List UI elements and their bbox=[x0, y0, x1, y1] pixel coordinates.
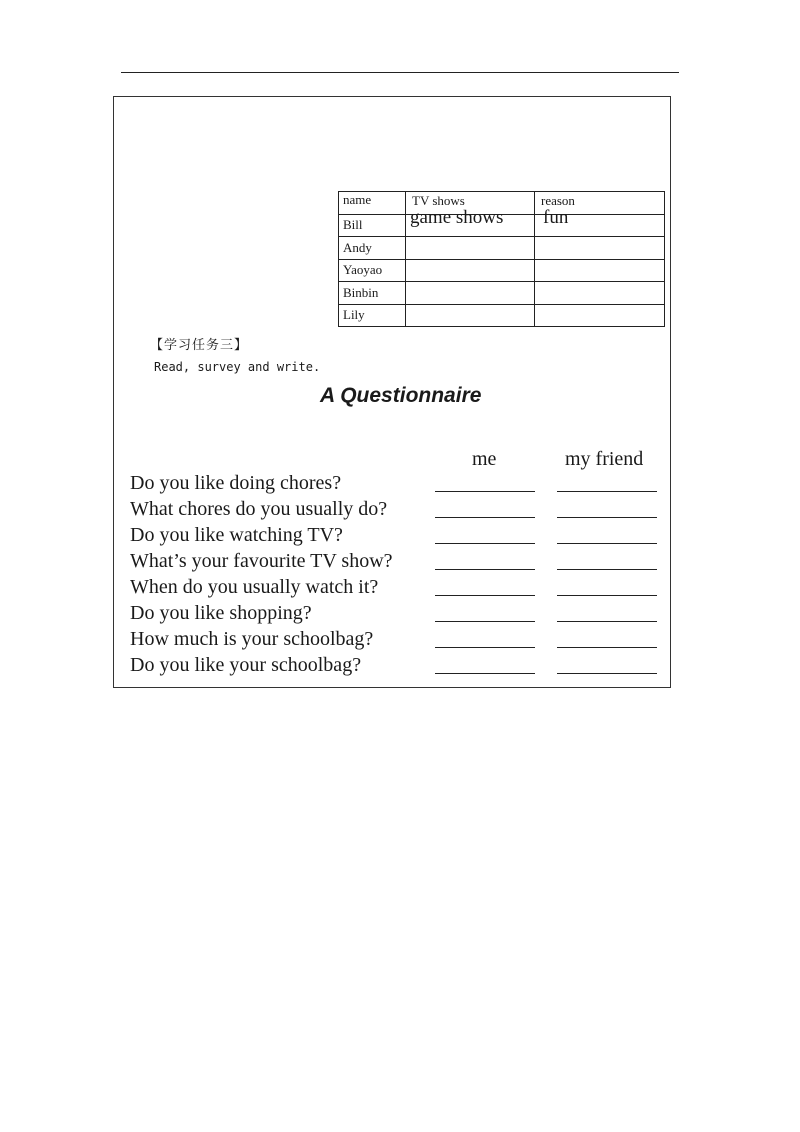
question-row bbox=[130, 628, 670, 654]
column-header-my-friend: my friend bbox=[565, 448, 644, 470]
handwritten-tv-show: game shows bbox=[410, 206, 504, 228]
table-row bbox=[339, 237, 665, 260]
survey-table bbox=[338, 191, 665, 327]
answer-blank-friend[interactable] bbox=[557, 595, 657, 596]
answer-blank-me[interactable] bbox=[435, 621, 535, 622]
answer-blank-friend[interactable] bbox=[557, 647, 657, 648]
question-text: Do you like your schoolbag? bbox=[130, 654, 362, 676]
question-row bbox=[130, 550, 670, 576]
question-text: Do you like watching TV? bbox=[130, 524, 343, 546]
header-cell-tv-shows: TV shows bbox=[406, 192, 535, 215]
question-row bbox=[130, 654, 670, 680]
column-header-me: me bbox=[472, 448, 497, 470]
task-heading: 【学习任务三】 bbox=[150, 338, 249, 353]
reason-cell[interactable] bbox=[535, 259, 665, 282]
table-row bbox=[339, 259, 665, 282]
tv-show-cell[interactable] bbox=[406, 237, 535, 260]
answer-blank-friend[interactable] bbox=[557, 543, 657, 544]
name-cell: Binbin bbox=[339, 282, 406, 305]
header-cell-name: name bbox=[339, 192, 406, 215]
question-row bbox=[130, 576, 670, 602]
header-rule bbox=[121, 72, 679, 73]
answer-blank-me[interactable] bbox=[435, 491, 535, 492]
answer-blank-me[interactable] bbox=[435, 543, 535, 544]
table-row bbox=[339, 282, 665, 305]
question-row bbox=[130, 498, 670, 524]
answer-blank-me[interactable] bbox=[435, 595, 535, 596]
name-cell: Lily bbox=[339, 304, 406, 327]
question-row bbox=[130, 602, 670, 628]
tv-show-cell[interactable] bbox=[406, 304, 535, 327]
answer-blank-friend[interactable] bbox=[557, 621, 657, 622]
header-cell-reason: reason bbox=[535, 192, 665, 215]
table-row bbox=[339, 304, 665, 327]
question-text: Do you like shopping? bbox=[130, 602, 312, 624]
answer-blank-me[interactable] bbox=[435, 647, 535, 648]
task-instruction: Read, survey and write. bbox=[154, 360, 321, 374]
answer-blank-me[interactable] bbox=[435, 673, 535, 674]
name-cell: Bill bbox=[339, 214, 406, 237]
question-text: Do you like doing chores? bbox=[130, 472, 342, 494]
tv-show-cell[interactable] bbox=[406, 259, 535, 282]
question-text: What’s your favourite TV show? bbox=[130, 550, 393, 572]
reason-cell[interactable] bbox=[535, 304, 665, 327]
reason-cell[interactable] bbox=[535, 206, 665, 237]
tv-show-cell[interactable] bbox=[406, 282, 535, 305]
answer-blank-friend[interactable] bbox=[557, 491, 657, 492]
answer-blank-me[interactable] bbox=[435, 569, 535, 570]
name-cell: Yaoyao bbox=[339, 259, 406, 282]
question-text: How much is your schoolbag? bbox=[130, 628, 374, 650]
question-row bbox=[130, 472, 670, 498]
reason-cell[interactable] bbox=[535, 237, 665, 260]
answer-blank-me[interactable] bbox=[435, 517, 535, 518]
reason-cell[interactable] bbox=[535, 282, 665, 305]
tv-show-cell[interactable] bbox=[406, 206, 535, 237]
question-row bbox=[130, 524, 670, 550]
questionnaire-title: A Questionnaire bbox=[320, 384, 482, 407]
handwritten-reason: fun bbox=[543, 206, 569, 228]
answer-blank-friend[interactable] bbox=[557, 673, 657, 674]
name-cell: Andy bbox=[339, 237, 406, 260]
answer-blank-friend[interactable] bbox=[557, 517, 657, 518]
question-text: What chores do you usually do? bbox=[130, 498, 388, 520]
answer-blank-friend[interactable] bbox=[557, 569, 657, 570]
question-text: When do you usually watch it? bbox=[130, 576, 379, 598]
table-row bbox=[339, 214, 665, 237]
